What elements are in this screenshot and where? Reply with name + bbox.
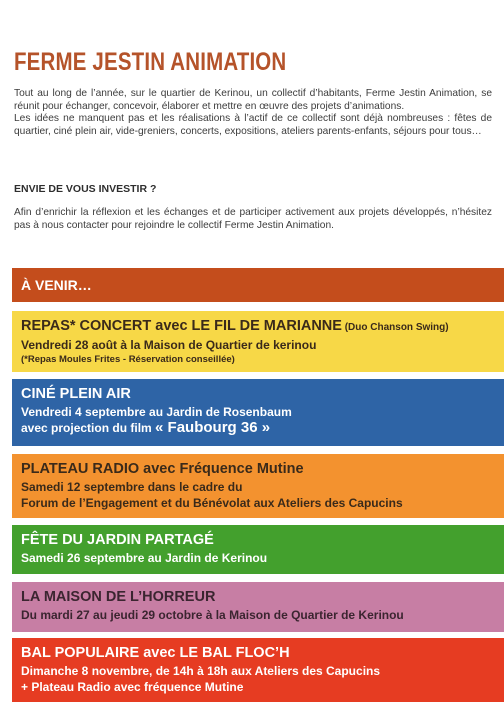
event-date: Samedi 12 septembre dans le cadre du xyxy=(21,480,243,494)
event-date: Vendredi 28 août à la Maison de Quartier de kerinou xyxy=(21,338,317,352)
intro-text xyxy=(14,88,492,138)
intro-text-2 xyxy=(14,207,492,232)
event-card-plateau-radio xyxy=(12,454,504,518)
event-note: (*Repas Moules Frites - Réservation conseillée) xyxy=(21,354,235,365)
intro-paragraph-3: Afin d’enrichir la réflexion et les échanges et de participer activement aux projets développés, n’hésitez pas à nous contacter pour rejoindre le collectif Ferme Jestin Animation. xyxy=(14,207,492,231)
event-title: REPAS* CONCERT avec LE FIL DE MARIANNE (Duo Chanson Swing) xyxy=(21,318,449,334)
event-date: Dimanche 8 novembre, de 14h à 18h aux Ateliers des Capucins xyxy=(21,664,381,678)
event-date: Du mardi 27 au jeudi 29 octobre à la Maison de Quartier de Kerinou xyxy=(21,608,404,622)
event-card-fete-jardin xyxy=(12,525,504,574)
film-title: « Faubourg 36 » xyxy=(155,419,271,436)
event-title: LA MAISON DE L’HORREUR xyxy=(21,589,216,605)
intro-paragraph-1: Tout au long de l’année, sur le quartier de Kerinou, un collectif d’habitants, Ferme Jestin Animation, se réunit pour échanger, concevoir, élaborer et mettre en œuvre des projets d’animations. xyxy=(14,88,492,112)
upcoming-label: À VENIR… xyxy=(21,277,92,293)
section-heading: ENVIE DE VOUS INVESTIR ? xyxy=(14,183,157,195)
event-title-note: (Duo Chanson Swing) xyxy=(341,322,449,333)
event-card-cine-plein-air xyxy=(12,379,504,446)
event-date: Samedi 26 septembre au Jardin de Kerinou xyxy=(21,551,268,565)
event-card-bal-populaire xyxy=(12,638,504,702)
upcoming-banner xyxy=(12,268,504,302)
page-title: FERME JESTIN ANIMATION xyxy=(14,48,287,76)
intro-paragraph-2: Les idées ne manquent pas et les réalisations à l’actif de ce collectif sont déjà nombreuses : fêtes de quartier, ciné plein air, vide-greniers, concerts, expositions, ateliers parents-enfants, séjours pour tous… xyxy=(14,113,492,137)
event-date: Vendredi 4 septembre au Jardin de Rosenbaum xyxy=(21,405,292,419)
event-title: BAL POPULAIRE avec LE BAL FLOC’H xyxy=(21,645,290,661)
event-detail: + Plateau Radio avec fréquence Mutine xyxy=(21,680,244,694)
event-title: PLATEAU RADIO avec Fréquence Mutine xyxy=(21,461,304,477)
event-card-repas-concert xyxy=(12,311,504,372)
event-title: CINÉ PLEIN AIR xyxy=(21,386,131,402)
event-detail: Forum de l’Engagement et du Bénévolat aux Ateliers des Capucins xyxy=(21,496,403,510)
event-card-maison-horreur xyxy=(12,582,504,632)
event-detail: avec projection du film « Faubourg 36 » xyxy=(21,419,271,436)
event-title: FÊTE DU JARDIN PARTAGÉ xyxy=(21,532,214,548)
